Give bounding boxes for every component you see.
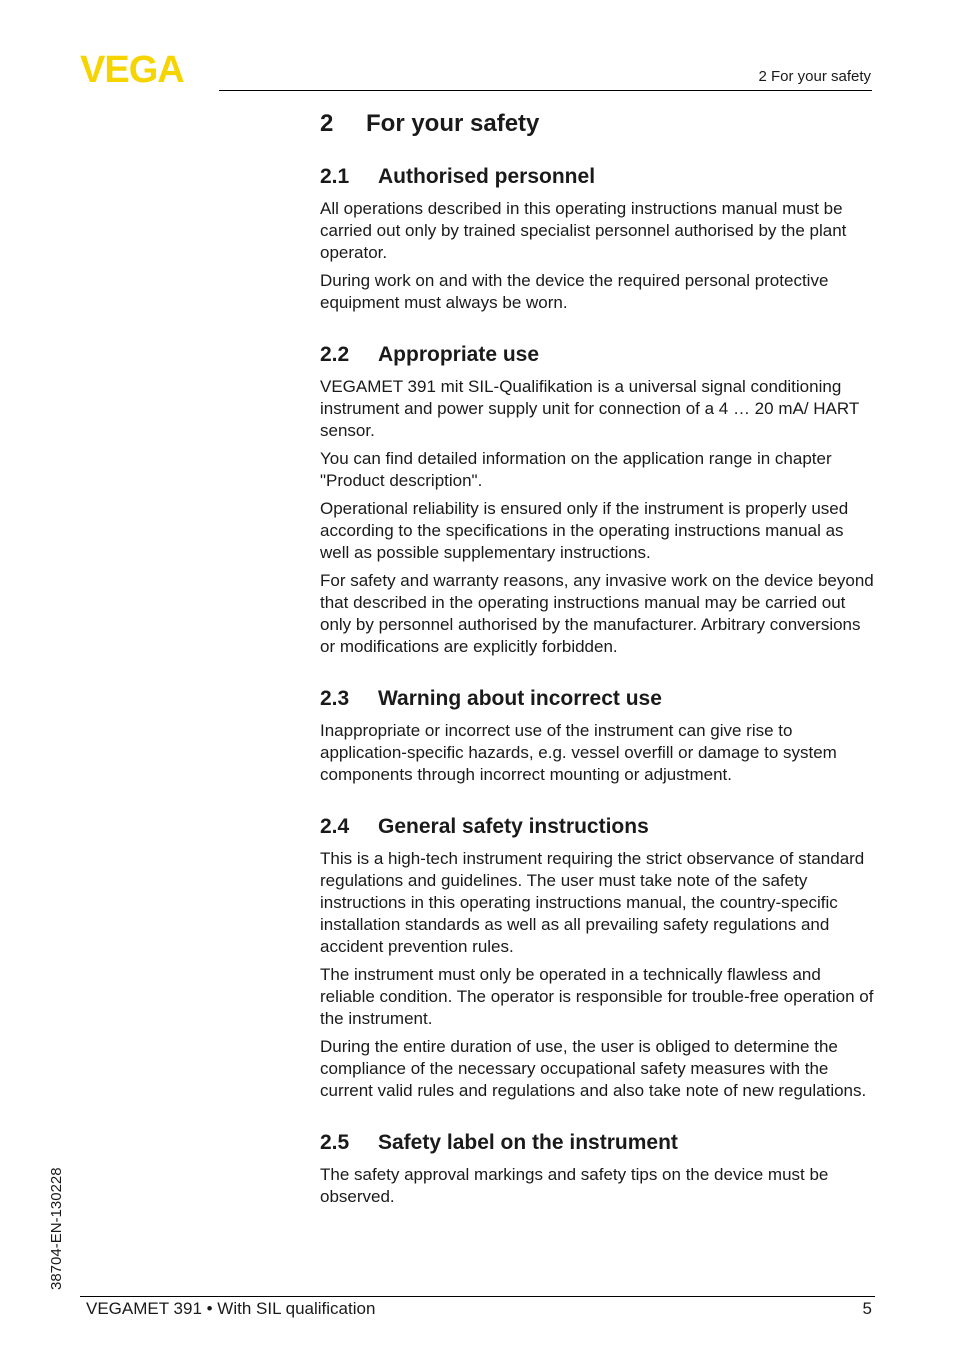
header-rule [219,90,872,91]
paragraph: The instrument must only be operated in a technically flawless and reliable condition. The operator is responsible for trouble-free operation of the instrument. [320,965,874,1028]
paragraph: Inappropriate or incorrect use of the instrument can give rise to application-specific hazards, e.g. vessel overfill or damage to system components through incorrect mounting or adjustment. [320,721,837,784]
section-heading [320,342,876,368]
section-authorised-personnel [320,164,876,314]
paragraph: You can find detailed information on the application range in chapter "Product description". [320,449,832,490]
chapter-title-text: For your safety [366,110,540,137]
paragraph: The safety approval markings and safety tips on the device must be observed. [320,1165,829,1206]
section-title: General safety instructions [378,815,649,838]
section-title: Appropriate use [378,343,540,366]
section-number: 2.1 [320,165,350,188]
section-number: 2.3 [320,687,350,710]
document-code: 38704-EN-130228 [48,1167,65,1290]
paragraph: Operational reliability is ensured only if the instrument is properly used according to the specifications in the operating instructions manual as well as possible supplementary instructions. [320,499,849,562]
section-appropriate-use [320,342,876,658]
section-heading [320,164,876,190]
section-number: 2.5 [320,1131,350,1154]
section-general-safety [320,814,876,1102]
section-heading [320,1130,876,1156]
paragraph: During work on and with the device the required personal protective equipment must always be worn. [320,271,829,312]
paragraph: This is a high-tech instrument requiring the strict observance of standard regulations and guidelines. The user must take note of the safety instructions in this operating instructions manual, the country-specific installation standards as well as all prevailing safety regulations and accident prevention rules. [320,849,865,956]
paragraph: VEGAMET 391 mit SIL-Qualifikation is a universal signal conditioning instrument and power supply unit for connection of a 4 … 20 mA/ HART sensor. [320,377,859,440]
paragraph: All operations described in this operating instructions manual must be carried out only by trained specialist personnel authorised by the plant operator. [320,199,847,262]
section-number: 2.4 [320,815,350,838]
section-title: Warning about incorrect use [378,687,662,710]
chapter-title [320,110,876,138]
chapter-number: 2 [320,110,334,137]
page-number: 5 [862,1299,872,1318]
svg-text:VEGA: VEGA [80,52,184,84]
paragraph: For safety and warranty reasons, any invasive work on the device beyond that described in the operating instructions manual may be carried out only by personnel authorised by the manufacturer. Arbitrary conversions or modifications are explicitly forbidden. [320,571,874,656]
paragraph: During the entire duration of use, the user is obliged to determine the compliance of the necessary occupational safety measures with the current valid rules and regulations and also take note of new regulations. [320,1037,867,1100]
running-head: 2 For your safety [758,68,871,85]
section-heading [320,814,876,840]
section-warning-incorrect-use [320,686,876,786]
footer-rule [80,1296,875,1297]
section-title: Authorised personnel [378,165,596,188]
section-title: Safety label on the instrument [378,1131,678,1154]
section-number: 2.2 [320,343,350,366]
section-heading [320,686,876,712]
vega-logo [80,52,212,84]
footer-product: VEGAMET 391 • With SIL qualification [86,1299,376,1318]
section-safety-label [320,1130,876,1208]
main-content [320,110,876,1236]
